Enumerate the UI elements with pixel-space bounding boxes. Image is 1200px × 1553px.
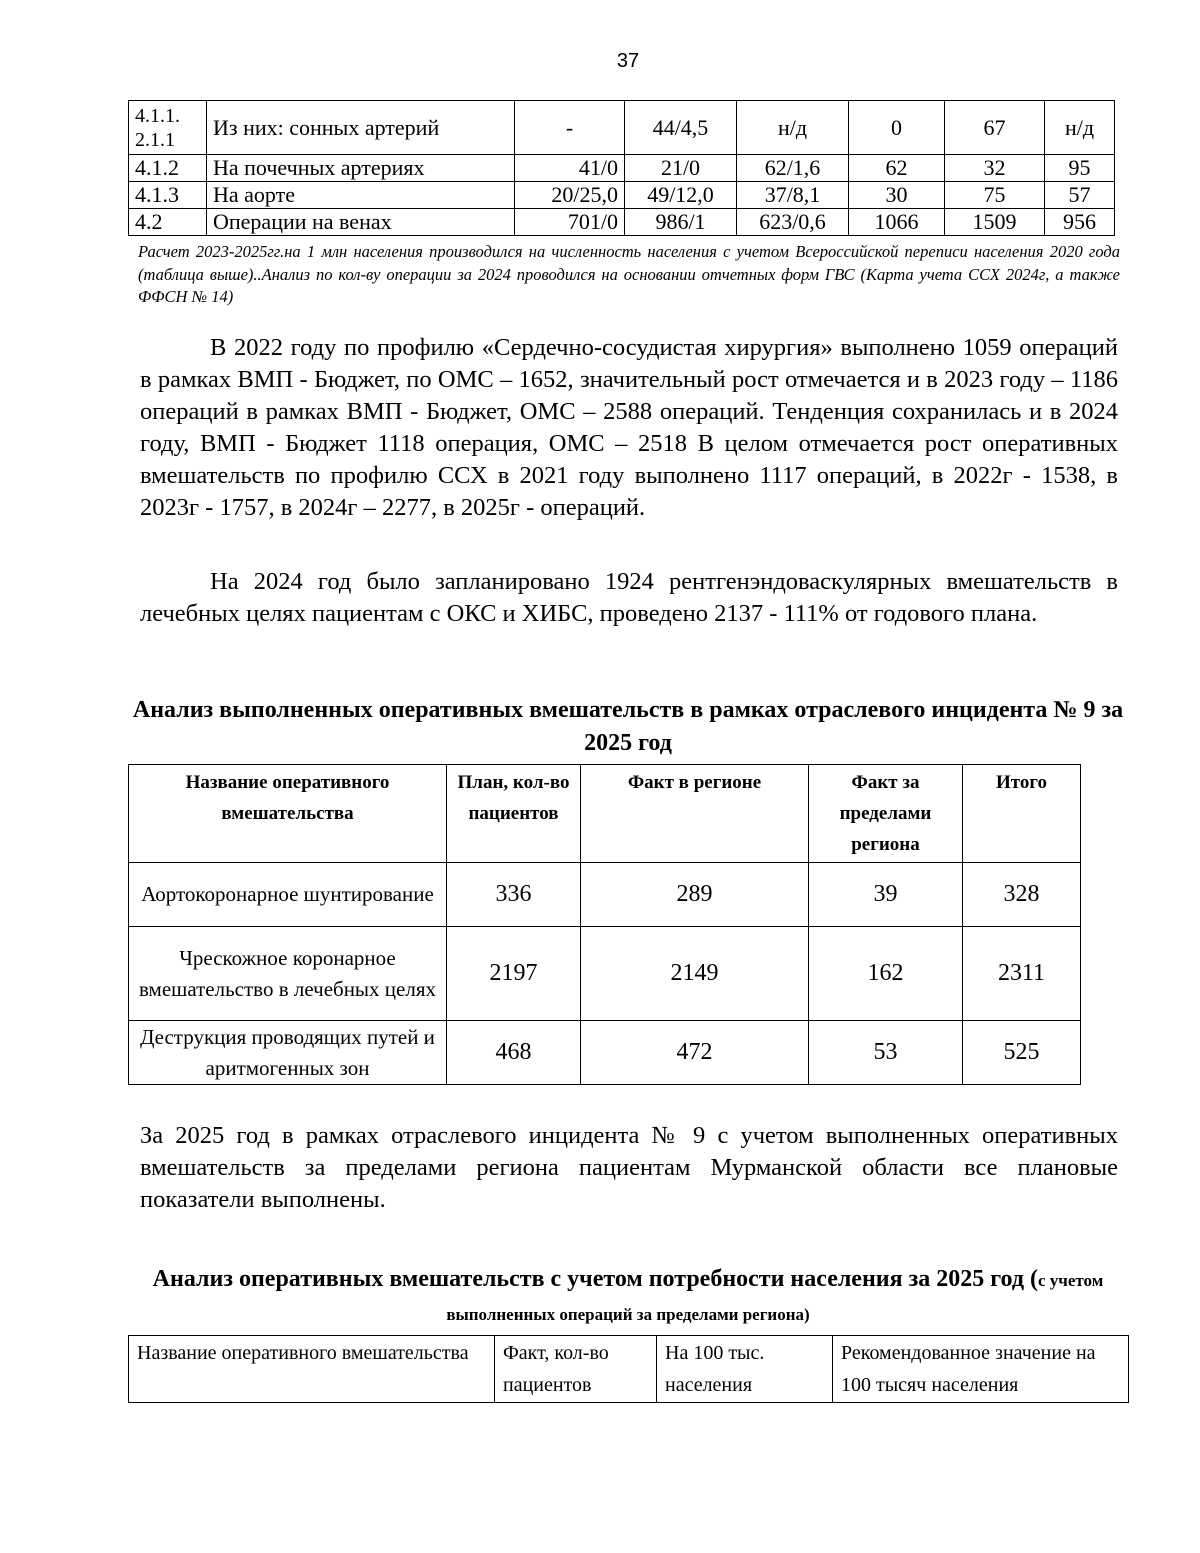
paragraph — [140, 566, 1118, 630]
cell-value: 472 — [581, 1021, 809, 1085]
cell-value: 39 — [809, 863, 963, 927]
cell-value: 53 — [809, 1021, 963, 1085]
column-header: Итого — [963, 765, 1081, 863]
table-row — [129, 182, 1115, 209]
cell-value: 956 — [1045, 209, 1115, 236]
cell-value: 75 — [945, 182, 1045, 209]
table-row — [129, 155, 1115, 182]
table-row — [129, 209, 1115, 236]
row-code: 4.2 — [129, 209, 207, 236]
incident-operations-table — [128, 764, 1081, 1085]
cell-value: 62/1,6 — [737, 155, 849, 182]
table-footnote: Расчет 2023-2025гг.на 1 млн населения производился на численность населения с учетом Всероссийской переписи населения 2020 года (таблица выше)..Анализ по кол-ву операции за 2024 проводился на основании отчетных форм ГВС (Карта учета ССХ 2024г, а также ФФСН № 14) — [138, 242, 1120, 306]
table-row — [129, 927, 1081, 1021]
row-name: Деструкция проводящих путей и аритмогенных зон — [129, 1021, 447, 1085]
cell-value: 30 — [849, 182, 945, 209]
paragraph-text: На 2024 год было запланировано 1924 рентгенэндоваскулярных вмешательств в лечебных целях пациентам с ОКС и ХИБС, проведено 2137 - 111% от годового плана. — [140, 568, 1118, 627]
section-title-main: Анализ оперативных вмешательств с учетом потребности населения за 2025 год ( — [152, 1266, 1038, 1292]
table-row — [129, 863, 1081, 927]
table-row — [129, 101, 1115, 155]
cell-value: - — [515, 101, 625, 155]
cell-value: 44/4,5 — [625, 101, 737, 155]
cell-value: 328 — [963, 863, 1081, 927]
surgery-stats-table — [128, 100, 1115, 236]
column-header: Факт в регионе — [581, 765, 809, 863]
row-name: Чрескожное коронарное вмешательство в лечебных целях — [129, 927, 447, 1021]
cell-value: 37/8,1 — [737, 182, 849, 209]
column-header: Рекомендованное значение на 100 тысяч населения — [833, 1336, 1129, 1403]
cell-value: 41/0 — [515, 155, 625, 182]
section-title-note: с учетом выполненных операций за пределами региона) — [446, 1271, 1104, 1324]
row-name: На почечных артериях — [207, 155, 515, 182]
cell-value: 2149 — [581, 927, 809, 1021]
cell-value: 289 — [581, 863, 809, 927]
cell-value: 2197 — [447, 927, 581, 1021]
row-name: Аортокоронарное шунтирование — [129, 863, 447, 927]
row-name: Из них: сонных артерий — [207, 101, 515, 155]
cell-value: 0 — [849, 101, 945, 155]
cell-value: 62 — [849, 155, 945, 182]
section-title: Анализ выполненных оперативных вмешательств в рамках отраслевого инцидента № 9 за 2025 год — [132, 697, 1124, 756]
cell-value: 525 — [963, 1021, 1081, 1085]
cell-value: н/д — [737, 101, 849, 155]
paragraph — [140, 332, 1118, 524]
cell-value: 623/0,6 — [737, 209, 849, 236]
cell-value: 67 — [945, 101, 1045, 155]
cell-value: 20/25,0 — [515, 182, 625, 209]
table-header-row — [129, 1336, 1129, 1403]
column-header: На 100 тыс. населения — [657, 1336, 833, 1403]
cell-value: 57 — [1045, 182, 1115, 209]
cell-value: 32 — [945, 155, 1045, 182]
page-number: 37 — [616, 50, 640, 72]
table-row — [129, 1021, 1081, 1085]
cell-value: 336 — [447, 863, 581, 927]
cell-value: 49/12,0 — [625, 182, 737, 209]
row-name: На аорте — [207, 182, 515, 209]
cell-value: 2311 — [963, 927, 1081, 1021]
row-name: Операции на венах — [207, 209, 515, 236]
column-header: Факт за пределами региона — [809, 765, 963, 863]
cell-value: 95 — [1045, 155, 1115, 182]
cell-value: 701/0 — [515, 209, 625, 236]
column-header: Факт, кол-во пациентов — [495, 1336, 657, 1403]
column-header: Название оперативного вмешательства — [129, 1336, 495, 1403]
cell-value: 468 — [447, 1021, 581, 1085]
row-code: 4.1.3 — [129, 182, 207, 209]
cell-value: 986/1 — [625, 209, 737, 236]
cell-value: 1066 — [849, 209, 945, 236]
cell-value: 21/0 — [625, 155, 737, 182]
column-header: План, кол-во пациентов — [447, 765, 581, 863]
population-need-table — [128, 1335, 1129, 1403]
paragraph-text: В 2022 году по профилю «Сердечно-сосудистая хирургия» выполнено 1059 операций в рамках ВМП - Бюджет, по ОМС – 1652, значительный рост отмечается и в 2023 году – 1186 операций в рамках ВМП - Бюджет, ОМС – 2588 операций. Тенденция сохранилась и в 2024 году, ВМП - Бюджет 1118 операция, ОМС – 2518 В целом отмечается рост оперативных вмешательств по профилю ССХ в 2021 году выполнено 1117 операций, в 2022г - 1538, в 2023г - 1757, в 2024г – 2277, в 2025г - операций. — [140, 334, 1118, 521]
section-title — [128, 1263, 1128, 1331]
paragraph: За 2025 год в рамках отраслевого инцидента № 9 с учетом выполненных оперативных вмешательств за пределами региона пациентам Мурманской области все плановые показатели выполнены. — [140, 1122, 1118, 1213]
table-header-row — [129, 765, 1081, 863]
row-code: 4.1.2 — [129, 155, 207, 182]
cell-value: н/д — [1045, 101, 1115, 155]
column-header: Название оперативного вмешательства — [129, 765, 447, 863]
cell-value: 162 — [809, 927, 963, 1021]
row-code: 4.1.1. 2.1.1 — [129, 101, 207, 155]
cell-value: 1509 — [945, 209, 1045, 236]
